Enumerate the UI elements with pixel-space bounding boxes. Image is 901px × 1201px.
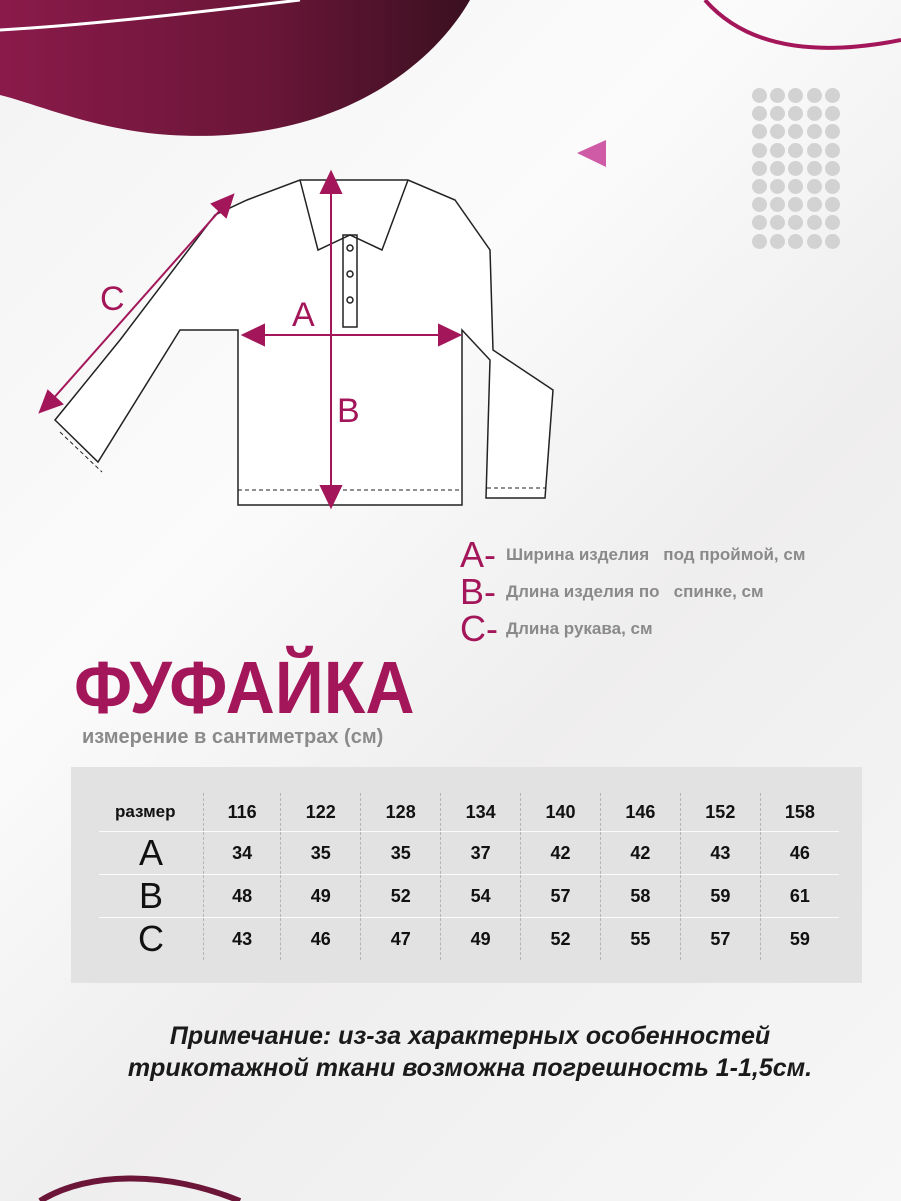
table-cell: 57 xyxy=(680,918,760,961)
legend-text: Длина изделия по спинке, см xyxy=(506,581,764,601)
table-cell: 59 xyxy=(760,918,839,961)
legend-letter: B- xyxy=(460,570,496,612)
table-cell: 46 xyxy=(281,918,361,961)
table-cell: 35 xyxy=(281,832,361,875)
table-cell: 61 xyxy=(760,875,839,918)
table-cell: 43 xyxy=(680,832,760,875)
size-table xyxy=(99,793,839,960)
table-cell: 52 xyxy=(361,875,441,918)
label-b: B xyxy=(337,392,360,430)
row-label: C xyxy=(138,918,164,959)
dot-grid-decoration xyxy=(752,88,840,249)
table-cell: 57 xyxy=(521,875,601,918)
legend-letter: A- xyxy=(460,533,496,575)
label-c: C xyxy=(100,280,125,318)
top-right-arc xyxy=(705,0,901,48)
table-cell: 42 xyxy=(600,832,680,875)
table-cell: 55 xyxy=(600,918,680,961)
legend-letter: C- xyxy=(460,607,498,649)
size-header: 158 xyxy=(760,793,839,832)
table-cell: 43 xyxy=(204,918,281,961)
row-label: B xyxy=(99,875,204,918)
legend-item xyxy=(460,607,805,649)
bottom-left-arc xyxy=(40,1178,240,1201)
table-cell: 49 xyxy=(281,875,361,918)
table-row xyxy=(99,832,839,875)
header-label: размер xyxy=(99,793,204,832)
size-header: 134 xyxy=(441,793,521,832)
garment-sketch xyxy=(55,180,553,505)
table-cell: 52 xyxy=(521,918,601,961)
measurement-legend xyxy=(460,533,806,649)
size-header: 128 xyxy=(361,793,441,832)
size-header: 116 xyxy=(204,793,281,832)
size-header: 140 xyxy=(521,793,601,832)
size-header: 152 xyxy=(680,793,760,832)
table-cell: 34 xyxy=(204,832,281,875)
table-cell: 59 xyxy=(680,875,760,918)
size-header: 146 xyxy=(600,793,680,832)
table-cell: 58 xyxy=(600,875,680,918)
legend-item xyxy=(460,533,806,575)
table-row xyxy=(99,875,839,918)
legend-text: Длина рукава, см xyxy=(506,618,653,638)
page-title: ФУФАЙКА xyxy=(74,646,415,729)
triangle-icon xyxy=(577,140,606,167)
page-subtitle: измерение в сантиметрах (см) xyxy=(82,726,384,748)
legend-item xyxy=(460,570,805,612)
table-cell: 37 xyxy=(441,832,521,875)
size-header: 122 xyxy=(281,793,361,832)
table-cell: 46 xyxy=(760,832,839,875)
size-table-panel xyxy=(71,767,862,983)
table-cell: 54 xyxy=(441,875,521,918)
table-cell: 49 xyxy=(441,918,521,961)
top-wave-shape xyxy=(0,0,470,136)
row-label: A xyxy=(99,832,204,875)
legend-text: Ширина изделия под проймой, см xyxy=(506,544,806,564)
note-line: Примечание: из-за характерных особенностей xyxy=(169,1022,771,1050)
note-line: трикотажной ткани возможна погрешность 1-1,5см. xyxy=(127,1054,813,1082)
table-header-row xyxy=(99,793,839,832)
table-cell: 42 xyxy=(521,832,601,875)
table-cell: 48 xyxy=(204,875,281,918)
label-a: A xyxy=(292,296,315,334)
table-cell: 47 xyxy=(361,918,441,961)
table-cell: 35 xyxy=(361,832,441,875)
note-text xyxy=(100,1020,840,1084)
table-row xyxy=(99,918,839,961)
